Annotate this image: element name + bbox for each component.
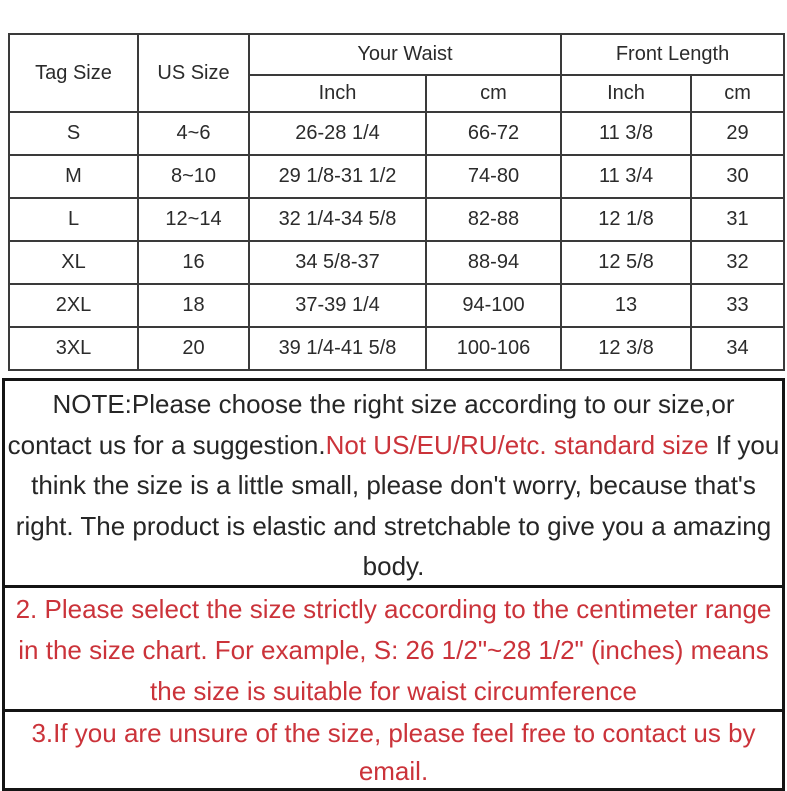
note1-black-text-end: If you think the size is a little small, please don't worry, because that's right. The product is elastic and stretchable to give you a amazing body. [15,429,780,581]
header-waist-inch: Inch [249,75,426,112]
cell-waist-cm: 100-106 [426,327,561,370]
cell-tag: S [9,112,138,155]
cell-front-cm: 33 [691,284,784,327]
cell-front-cm: 31 [691,198,784,241]
cell-front-inch: 12 1/8 [561,198,691,241]
cell-front-inch: 12 5/8 [561,241,691,284]
note1-black-text-start: NOTE:Please choose the right size according to our size,or contact us for a suggestion. [7,389,735,460]
cell-us: 16 [138,241,249,284]
table-row-xl [9,241,784,284]
size-chart-table [8,33,785,371]
cell-us: 12~14 [138,198,249,241]
note2-text: 2. Please select the size strictly according to the centimeter range in the size chart. For example, S: 26 1/2"~28 1/2" (inches) means the size is suitable for waist circumference [15,594,772,706]
cell-us: 18 [138,284,249,327]
note-box-contact-email [2,709,785,791]
cell-tag: L [9,198,138,241]
cell-waist-cm: 74-80 [426,155,561,198]
cell-waist-inch: 39 1/4-41 5/8 [249,327,426,370]
cell-front-inch: 11 3/4 [561,155,691,198]
cell-front-cm: 29 [691,112,784,155]
cell-front-inch: 13 [561,284,691,327]
cell-waist-inch: 34 5/8-37 [249,241,426,284]
cell-waist-cm: 88-94 [426,241,561,284]
cell-front-inch: 12 3/8 [561,327,691,370]
table-row-s [9,112,784,155]
note3-text: 3.If you are unsure of the size, please feel free to contact us by email. [31,718,756,786]
header-your-waist: Your Waist [249,34,561,75]
size-chart-page [0,33,787,791]
header-tag-size: Tag Size [9,34,138,112]
cell-front-cm: 32 [691,241,784,284]
cell-us: 20 [138,327,249,370]
cell-waist-inch: 32 1/4-34 5/8 [249,198,426,241]
table-row-2xl [9,284,784,327]
note-box-sizing [2,378,785,588]
header-waist-cm: cm [426,75,561,112]
cell-tag: M [9,155,138,198]
table-row-m [9,155,784,198]
header-front-length: Front Length [561,34,784,75]
cell-front-inch: 11 3/8 [561,112,691,155]
table-row-3xl [9,327,784,370]
note-box-centimeter-advice [2,585,785,712]
cell-waist-inch: 29 1/8-31 1/2 [249,155,426,198]
header-front-inch: Inch [561,75,691,112]
cell-waist-cm: 82-88 [426,198,561,241]
cell-front-cm: 34 [691,327,784,370]
cell-waist-cm: 94-100 [426,284,561,327]
cell-tag: 3XL [9,327,138,370]
header-us-size: US Size [138,34,249,112]
cell-us: 4~6 [138,112,249,155]
cell-waist-cm: 66-72 [426,112,561,155]
cell-front-cm: 30 [691,155,784,198]
cell-tag: XL [9,241,138,284]
cell-tag: 2XL [9,284,138,327]
table-header-row-top [9,34,784,75]
note1-red-text: Not US/EU/RU/etc. standard size [325,429,709,460]
cell-us: 8~10 [138,155,249,198]
cell-waist-inch: 26-28 1/4 [249,112,426,155]
header-front-cm: cm [691,75,784,112]
table-row-l [9,198,784,241]
cell-waist-inch: 37-39 1/4 [249,284,426,327]
